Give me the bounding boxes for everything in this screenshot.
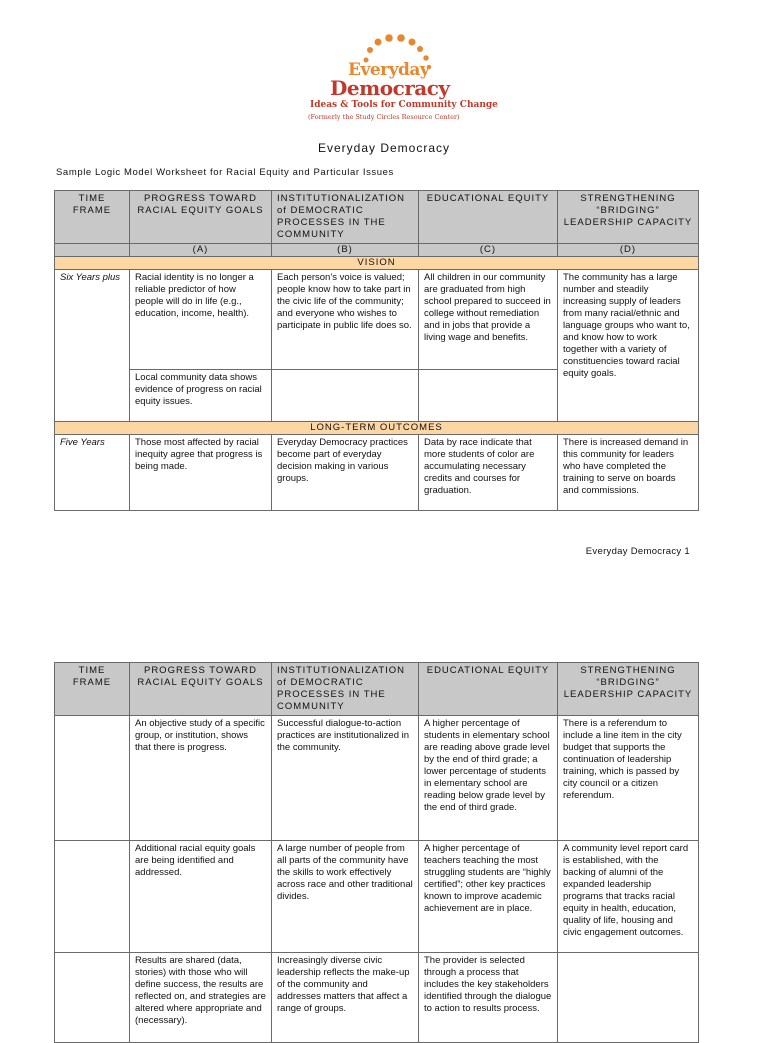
time-frame-cell (55, 953, 130, 1043)
time-frame-cell: Five Years (55, 435, 130, 511)
table-cell: Additional racial equity goals are being identified and addressed. (130, 841, 272, 953)
header-progress-racial-equity: PROGRESS TOWARD RACIAL EQUITY GOALS (130, 663, 272, 716)
document-subtitle: Sample Logic Model Worksheet for Racial Equity and Particular Issues (56, 167, 394, 178)
header-bridging-leadership: STRENGTHENING “BRIDGING” LEADERSHIP CAPACITY (558, 663, 699, 716)
table-row (55, 953, 699, 1043)
empty-cell (419, 370, 558, 422)
table-row (55, 435, 699, 511)
header-progress-racial-equity: PROGRESS TOWARD RACIAL EQUITY GOALS (130, 191, 272, 244)
logo-tagline: Ideas & Tools for Community Change (310, 100, 498, 110)
logo-word-everyday: Everyday (348, 60, 430, 80)
section-band-long-term (55, 422, 699, 435)
time-frame-cell (55, 716, 130, 841)
table-cell: A large number of people from all parts of the community have the skills to work effectively across race and other traditional divides. (272, 841, 419, 953)
table-cell: Data by race indicate that more students of color are accumulating necessary credits and courses for graduation. (419, 435, 558, 511)
everyday-democracy-logo (300, 30, 498, 130)
column-letter-a: (A) (130, 244, 272, 257)
header-time-frame: TIME FRAME (55, 663, 130, 716)
table-header-row (55, 191, 699, 244)
logo-word-democracy: Democracy (330, 76, 450, 100)
table-header-row (55, 663, 699, 716)
table-row (55, 716, 699, 841)
table-cell: The community has a large number and steadily increasing supply of leaders from many racial/ethnic and language groups who want to, and know how to work together with a variety of constituencies toward racial equity goals. (558, 270, 699, 422)
table-cell: A community level report card is established, with the backing of alumni of the expanded leadership programs that tracks racial equity in health, education, quality of life, housing and civic engagement outcomes. (558, 841, 699, 953)
time-frame-cell: Six Years plus (55, 270, 130, 422)
table-cell: Those most affected by racial inequity agree that progress is being made. (130, 435, 272, 511)
header-institutionalization: INSTITUTIONALIZATION of DEMOCRATIC PROCESSES IN THE COMMUNITY (272, 191, 419, 244)
page-footer: Everyday Democracy 1 (585, 546, 690, 557)
logic-model-table-page2 (54, 662, 699, 1043)
column-letter-row (55, 244, 699, 257)
column-letter-d: (D) (558, 244, 699, 257)
document-title: Everyday Democracy (317, 141, 451, 155)
table-cell (558, 953, 699, 1043)
section-band-vision (55, 257, 699, 270)
empty-cell (272, 370, 419, 422)
header-educational-equity: EDUCATIONAL EQUITY (419, 191, 558, 244)
table-cell: Successful dialogue-to-action practices are institutionalized in the community. (272, 716, 419, 841)
table-cell: There is a referendum to include a line item in the city budget that supports the continuation of leadership training, which is passed by city council or a citizen referendum. (558, 716, 699, 841)
header-institutionalization: INSTITUTIONALIZATION of DEMOCRATIC PROCESSES IN THE COMMUNITY (272, 663, 419, 716)
table-cell: There is increased demand in this community for leaders who have completed the training to serve on boards and commissions. (558, 435, 699, 511)
table-cell: Racial identity is no longer a reliable predictor of how people will do in life (e.g., education, income, health). (130, 270, 272, 370)
table-row (55, 841, 699, 953)
logo-formerly: (Formerly the Study Circles Resource Center) (308, 113, 460, 121)
table-cell: Everyday Democracy practices become part of everyday decision making in various groups. (272, 435, 419, 511)
table-cell: Local community data shows evidence of progress on racial equity issues. (130, 370, 272, 422)
table-cell: Each person’s voice is valued; people know how to take part in the civic life of the community; and everyone who wishes to participate in public life does so. (272, 270, 419, 370)
table-cell: The provider is selected through a process that includes the key stakeholders identified through the dialogue to action to results process. (419, 953, 558, 1043)
header-bridging-leadership: STRENGTHENING “BRIDGING” LEADERSHIP CAPACITY (558, 191, 699, 244)
column-letter-b: (B) (272, 244, 419, 257)
table-cell: Increasingly diverse civic leadership reflects the make-up of the community and addresses matters that affect a range of groups. (272, 953, 419, 1043)
time-frame-cell (55, 841, 130, 953)
table-cell: A higher percentage of students in elementary school are reading above grade level by the end of third grade; a lower percentage of students in elementary school are reading below grade level by the end of third grade. (419, 716, 558, 841)
table-cell: An objective study of a specific group, or institution, shows that there is progress. (130, 716, 272, 841)
table-cell: Results are shared (data, stories) with those who will define success, the results are reflected on, and strategies are altered where appropriate and (necessary). (130, 953, 272, 1043)
section-label-long-term: LONG-TERM OUTCOMES (55, 422, 699, 435)
table-cell: A higher percentage of teachers teaching the most struggling students are “highly certified”; other key practices known to improve academic achievement are in place. (419, 841, 558, 953)
logic-model-table-page1 (54, 190, 699, 511)
header-time-frame: TIME FRAME (55, 191, 130, 244)
header-educational-equity: EDUCATIONAL EQUITY (419, 663, 558, 716)
section-label-vision: VISION (55, 257, 699, 270)
table-cell: All children in our community are graduated from high school prepared to succeed in college without remediation and in jobs that provide a living wage and benefits. (419, 270, 558, 370)
table-row (55, 270, 699, 370)
column-letter-c: (C) (419, 244, 558, 257)
